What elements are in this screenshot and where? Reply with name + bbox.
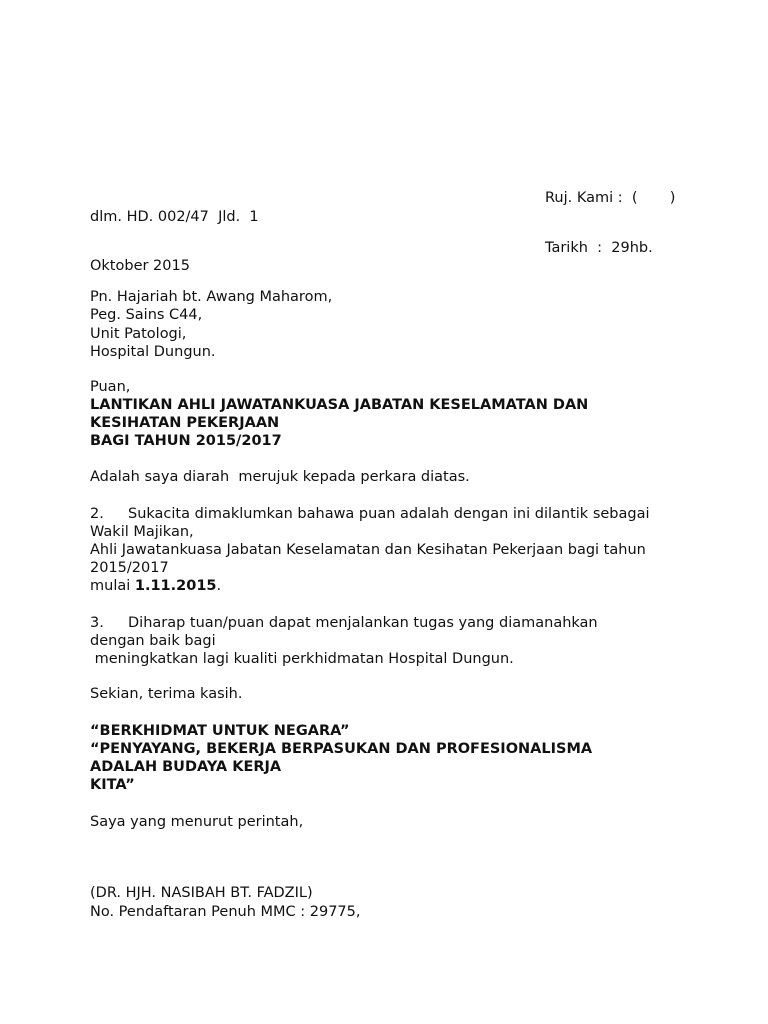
recipient-unit: Unit Patologi, [90, 326, 187, 342]
paragraph-2-line-4: 2015/2017 [90, 560, 169, 576]
paragraph-3-line-1 [90, 614, 598, 632]
paragraph-2-number: 2. [90, 506, 104, 522]
paragraph-2-line-5 [90, 577, 221, 595]
motto-line-4: KITA” [90, 777, 135, 793]
paragraph-3-line-3: meningkatkan lagi kualiti perkhidmatan Hospital Dungun. [90, 651, 514, 667]
reference-value: dlm. HD. 002/47 Jld. 1 [90, 209, 259, 225]
paragraph-3-number: 3. [90, 615, 104, 631]
signatory-name: (DR. HJH. NASIBAH BT. FADZIL) [90, 885, 313, 901]
signatory-registration: No. Pendaftaran Penuh MMC : 29775, [90, 904, 361, 920]
recipient-position: Peg. Sains C44, [90, 307, 203, 323]
reference-label: Ruj. Kami : ( ) [545, 190, 676, 206]
closing: Sekian, terima kasih. [90, 686, 243, 702]
start-suffix: . [216, 578, 222, 594]
date-value: Oktober 2015 [90, 258, 190, 274]
paragraph-3-line-2: dengan baik bagi [90, 633, 216, 649]
motto-line-3: ADALAH BUDAYA KERJA [90, 759, 282, 775]
paragraph-2-line-1 [90, 505, 650, 523]
motto-line-2: “PENYAYANG, BEKERJA BERPASUKAN DAN PROFESIONALISMA [90, 741, 593, 757]
subject-line-1: LANTIKAN AHLI JAWATANKUASA JABATAN KESELAMATAN DAN [90, 397, 589, 413]
paragraph-3-text: Diharap tuan/puan dapat menjalankan tugas yang diamanahkan [128, 615, 598, 631]
salutation: Puan, [90, 379, 131, 395]
recipient-name: Pn. Hajariah bt. Awang Maharom, [90, 289, 333, 305]
motto-line-1: “BERKHIDMAT UNTUK NEGARA” [90, 723, 350, 739]
paragraph-2-line-2: Wakil Majikan, [90, 524, 194, 540]
subject-line-2: KESIHATAN PEKERJAAN [90, 415, 280, 431]
paragraph-2-text: Sukacita dimaklumkan bahawa puan adalah dengan ini dilantik sebagai [128, 506, 650, 522]
subject-line-3: BAGI TAHUN 2015/2017 [90, 433, 282, 449]
date-label: Tarikh : 29hb. [545, 240, 653, 256]
signoff: Saya yang menurut perintah, [90, 814, 304, 830]
start-date: 1.11.2015 [134, 578, 217, 594]
recipient-hospital: Hospital Dungun. [90, 344, 216, 360]
paragraph-2-line-3: Ahli Jawatankuasa Jabatan Keselamatan dan Kesihatan Pekerjaan bagi tahun [90, 542, 646, 558]
start-prefix: mulai [90, 578, 135, 594]
paragraph-1: Adalah saya diarah merujuk kepada perkara diatas. [90, 469, 470, 485]
